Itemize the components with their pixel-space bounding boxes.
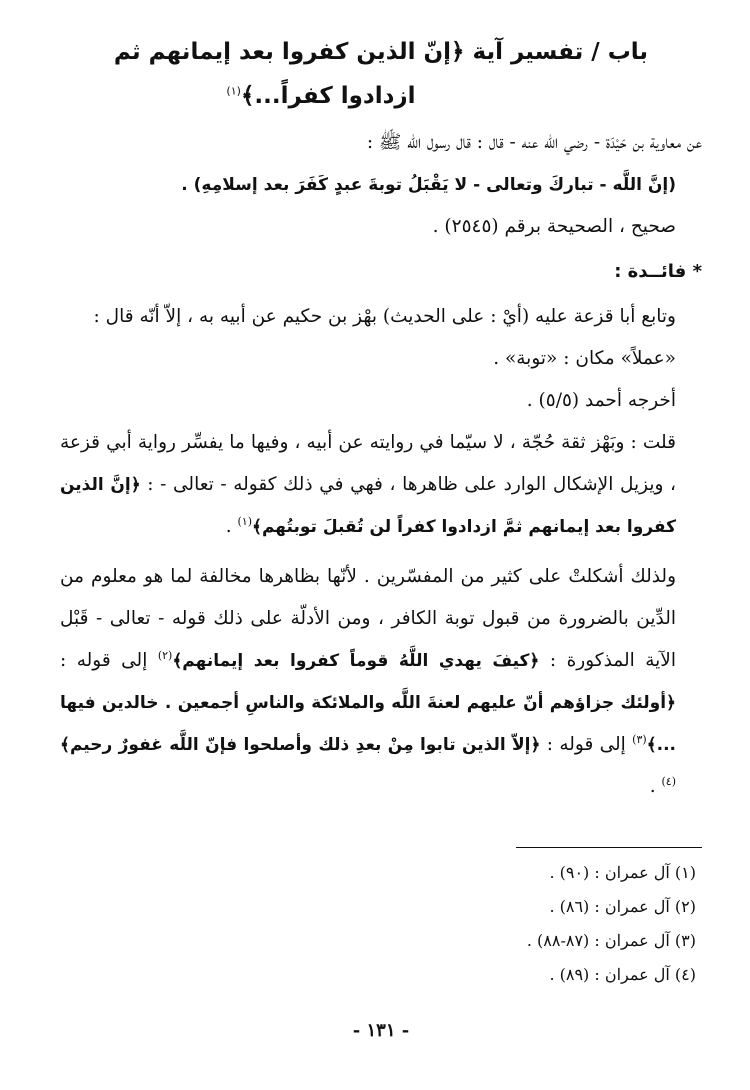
footnote-ref-4: (٤)	[661, 774, 676, 788]
chapter-title-footnote-ref: (١)	[226, 84, 241, 98]
book-page	[60, 30, 702, 1070]
quran-quote-4: ﴿إلاّ الذين تابوا مِنْ بعدِ ذلك وأصلحوا فإنّ اللَّه غفورٌ رحيم﴾	[60, 735, 541, 755]
benefit-paragraph-4	[60, 556, 702, 808]
benefit-paragraph-2: أخرجه أحمد (٥/٥) .	[526, 390, 676, 411]
chapter-title-line1: باب / تفسير آية ﴿إنّ الذين كفروا بعد إيمانهم ثم	[113, 39, 649, 65]
quran-quote-2: ﴿كيفَ يهدي اللَّهُ قوماً كفروا بعد إيمانهم﴾	[172, 651, 540, 671]
quran-quote-3: ﴿أولئك جزاؤهم أنّ عليهم لعنةَ اللَّه والملائكة والناسِ أجمعين . خالدين فيها ...﴾	[60, 693, 676, 755]
chapter-title-line2: ازدادوا كفراً...﴾	[240, 83, 416, 109]
footnote-1: (١) آل عمران : (٩٠) .	[549, 863, 696, 882]
footnote-2: (٢) آل عمران : (٨٦) .	[549, 897, 696, 916]
footnote-separator	[516, 847, 702, 848]
footnote-ref-3: (٣)	[632, 732, 647, 746]
footnote-3: (٣) آل عمران : (٨٧-٨٨) .	[526, 931, 696, 950]
hadith-grading: صحيح ، الصحيحة برقم (٢٥٤٥) .	[432, 216, 676, 237]
benefit-paragraph-1-continued: «عملاً» مكان : «توبة» .	[493, 348, 676, 369]
benefit-paragraph-3-end: .	[225, 516, 238, 537]
page-number: - ١٣١ -	[352, 1020, 410, 1041]
benefit-paragraph-4-link2: إلى قوله :	[540, 734, 633, 755]
footnote-4: (٤) آل عمران : (٨٩) .	[549, 965, 696, 984]
chapter-title	[90, 30, 672, 118]
hadith-narration: عن معاوية بن حَيْدَة - رضي الله عنه - قال : قال رسول الله ﷺ :	[366, 132, 702, 153]
quran-quote-1: ﴿إنَّ الذين كفروا بعد إيمانهم ثمَّ ازدادوا كفراً لن تُقبلَ توبتُهم﴾	[60, 475, 676, 537]
chapter-title-line2-wrap	[90, 74, 672, 118]
hadith-text: (إنَّ اللَّه - تباركَ وتعالى - لا يَقْبَلُ توبةَ عبدٍ كَفَرَ بعد إسلامِهِ) .	[181, 175, 676, 195]
benefit-paragraph-4-text: ولذلك أشكلتْ على كثير من المفسّرين . لأنّها بظاهرها مخالفة لما هو معلوم من الدِّين بالضرورة من قبول توبة الكافر ، ومن الأدلّة على ذلك قوله - تعالى - قَبْل الآية المذكورة :	[60, 566, 676, 671]
benefit-heading: * فائــدة :	[614, 261, 702, 282]
benefit-paragraph-4-end: .	[649, 776, 662, 797]
footnote-ref-2: (٢)	[157, 648, 173, 662]
benefit-paragraph-1: وتابع أبا قزعة عليه (أيْ : على الحديث) بهْز بن حكيم عن أبيه به ، إلاّ أنّه قال :	[93, 306, 676, 327]
benefit-paragraph-3-text: قلت : وبَهْز ثقة حُجّة ، لا سيّما في روايته عن أبيه ، وفيها ما يفسِّر رواية أبي قزعة ، ويزيل الإشكال الوارد على ظاهرها ، فهي في ذلك كقوله - تعالى - :	[60, 432, 677, 495]
benefit-paragraph-3	[60, 422, 702, 548]
footnotes	[60, 856, 702, 992]
footnote-ref-1: (١)	[237, 514, 253, 528]
benefit-paragraph-4-link1: إلى قوله :	[60, 650, 158, 671]
